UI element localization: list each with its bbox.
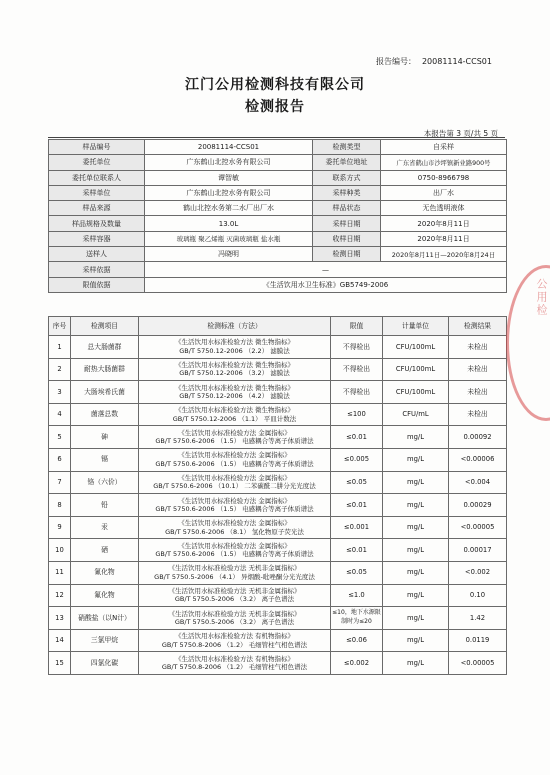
info-row [49, 140, 507, 155]
table-row [49, 426, 507, 449]
seq-cell: 5 [49, 426, 71, 449]
standard-cell [139, 448, 331, 471]
info-value: 冯晓明 [145, 247, 313, 262]
standard-method: GB/T 5750.6-2006 （1.5） 电感耦合等离子体质谱法 [155, 437, 314, 446]
info-label: 采样日期 [313, 216, 381, 231]
info-value: 自采样 [381, 140, 507, 155]
unit-cell: mg/L [383, 539, 449, 562]
item-cell: 铬（六价） [71, 471, 139, 494]
result-cell: <0.00005 [449, 516, 507, 539]
info-label: 采样单位 [49, 185, 145, 200]
info-label: 样品规格及数量 [49, 216, 145, 231]
limit-cell: ≤0.01 [331, 494, 383, 517]
item-cell: 四氯化碳 [71, 652, 139, 675]
limit-cell: ≤0.05 [331, 561, 383, 584]
column-header-item: 检测项目 [71, 317, 139, 336]
info-label: 收样日期 [313, 231, 381, 246]
result-cell: <0.00005 [449, 652, 507, 675]
info-label: 样品编号 [49, 140, 145, 155]
info-row [49, 185, 507, 200]
result-cell: 0.10 [449, 584, 507, 607]
info-label: 样品状态 [313, 201, 381, 216]
info-label: 采样种类 [313, 185, 381, 200]
seq-cell: 12 [49, 584, 71, 607]
standard-method: GB/T 5750.6-2006 （10.1） 二苯碳酰二肼分光光度法 [153, 482, 316, 491]
unit-cell: CFU/100mL [383, 381, 449, 404]
table-row [49, 381, 507, 404]
column-header-result: 检测结果 [449, 317, 507, 336]
results-table [48, 316, 507, 675]
table-row [49, 561, 507, 584]
limit-cell: 不得检出 [331, 381, 383, 404]
unit-cell: mg/L [383, 652, 449, 675]
standard-name: 《生活饮用水标准检验方法 金属指标》 [178, 541, 291, 550]
unit-cell: mg/L [383, 584, 449, 607]
item-cell: 菌落总数 [71, 403, 139, 426]
info-value: — [145, 262, 507, 277]
info-label: 委托单位 [49, 155, 145, 170]
unit-cell: mg/L [383, 629, 449, 652]
document-title: 检测报告 [245, 99, 305, 115]
item-cell: 氰化物 [71, 561, 139, 584]
info-row [49, 170, 507, 185]
result-cell: <0.002 [449, 561, 507, 584]
standard-method: GB/T 5750.8-2006 （1.2） 毛细管柱气相色谱法 [161, 640, 308, 649]
report-number-label: 报告编号： [375, 57, 416, 66]
seq-cell: 3 [49, 381, 71, 404]
unit-cell: mg/L [383, 448, 449, 471]
item-cell: 镉 [71, 448, 139, 471]
limit-cell: 不得检出 [331, 358, 383, 381]
standard-name: 《生活饮用水标准检验方法 微生物指标》 [174, 338, 295, 347]
standard-name: 《生活饮用水标准检验方法 金属指标》 [178, 519, 291, 528]
standard-method: GB/T 5750.5-2006 （3.2） 离子色谱法 [174, 595, 295, 604]
item-cell: 硝酸盐（以N计） [71, 607, 139, 630]
standard-method: GB/T 5750.5-2006 （3.2） 离子色谱法 [174, 617, 295, 626]
limit-cell: 不得检出 [331, 336, 383, 359]
unit-cell: CFU/100mL [383, 336, 449, 359]
info-value: 20081114-CCS01 [145, 140, 313, 155]
info-value: 广东省鹤山市沙坪镇新业路900号 [381, 155, 507, 170]
item-cell: 硒 [71, 539, 139, 562]
column-header-standard: 检测标准（方法） [139, 317, 331, 336]
standard-method: GB/T 5750.12-2006 （2.2） 滤膜法 [179, 346, 290, 355]
limit-cell: ≤0.01 [331, 539, 383, 562]
standard-cell [139, 426, 331, 449]
unit-cell: CFU/mL [383, 403, 449, 426]
info-label: 委托单位联系人 [49, 170, 145, 185]
table-row [49, 629, 507, 652]
standard-name: 《生活饮用水标准检验方法 无机非金属指标》 [168, 564, 301, 573]
standard-name: 《生活饮用水标准检验方法 无机非金属指标》 [168, 586, 301, 595]
limit-cell: ≤0.05 [331, 471, 383, 494]
result-cell: 0.00029 [449, 494, 507, 517]
info-label: 采样容器 [49, 231, 145, 246]
result-cell: 0.00017 [449, 539, 507, 562]
result-cell: 未检出 [449, 403, 507, 426]
column-header-limit: 限值 [331, 317, 383, 336]
standard-name: 《生活饮用水标准检验方法 微生物指标》 [174, 406, 295, 415]
standard-cell [139, 607, 331, 630]
result-cell: 未检出 [449, 358, 507, 381]
table-row [49, 448, 507, 471]
limit-cell: ≤0.002 [331, 652, 383, 675]
report-number-value: 20081114-CCS01 [421, 57, 492, 66]
result-cell: 1.42 [449, 607, 507, 630]
info-label: 委托单位地址 [313, 155, 381, 170]
item-cell: 汞 [71, 516, 139, 539]
standard-method: GB/T 5750.12-2006 （3.2） 滤膜法 [179, 369, 290, 378]
standard-method: GB/T 5750.12-2006 （4.2） 滤膜法 [179, 391, 290, 400]
seq-cell: 8 [49, 494, 71, 517]
standard-method: GB/T 5750.6-2006 （1.5） 电感耦合等离子体质谱法 [155, 459, 314, 468]
result-cell: 0.0119 [449, 629, 507, 652]
limit-cell: ≤100 [331, 403, 383, 426]
standard-name: 《生活饮用水标准检验方法 有机物指标》 [174, 632, 295, 641]
limit-cell: ≤0.001 [331, 516, 383, 539]
standard-name: 《生活饮用水标准检验方法 微生物指标》 [174, 360, 295, 369]
info-value: 2020年8月11日—2020年8月24日 [381, 247, 507, 262]
results-body [49, 336, 507, 675]
seq-cell: 13 [49, 607, 71, 630]
info-value: 鹤山北控水务第二水厂出厂水 [145, 201, 313, 216]
standard-cell [139, 494, 331, 517]
result-cell: <0.00006 [449, 448, 507, 471]
sample-info-table [48, 139, 507, 293]
limit-cell: ≤0.06 [331, 629, 383, 652]
item-cell: 耐热大肠菌群 [71, 358, 139, 381]
report-number [370, 56, 492, 67]
unit-cell: mg/L [383, 516, 449, 539]
standard-name: 《生活饮用水标准检验方法 金属指标》 [178, 496, 291, 505]
table-row [49, 471, 507, 494]
unit-cell: CFU/100mL [383, 358, 449, 381]
item-cell: 氟化物 [71, 584, 139, 607]
seq-cell: 14 [49, 629, 71, 652]
info-row [49, 201, 507, 216]
info-value: 出厂水 [381, 185, 507, 200]
standard-name: 《生活饮用水标准检验方法 金属指标》 [178, 451, 291, 460]
page-info: 本报告第 3 页/共 5 页 [423, 129, 498, 138]
standard-name: 《生活饮用水标准检验方法 金属指标》 [178, 473, 291, 482]
table-row [49, 403, 507, 426]
info-row [49, 155, 507, 170]
table-row [49, 652, 507, 675]
item-cell: 三氯甲烷 [71, 629, 139, 652]
standard-cell [139, 539, 331, 562]
column-header-seq: 序号 [49, 317, 71, 336]
standard-name: 《生活饮用水标准检验方法 金属指标》 [178, 428, 291, 437]
info-value: 《生活饮用水卫生标准》GB5749-2006 [145, 277, 507, 292]
info-label: 联系方式 [313, 170, 381, 185]
limit-cell: ≤10，地下水源限制时为≤20 [331, 607, 383, 630]
result-cell: 0.00092 [449, 426, 507, 449]
item-cell: 铅 [71, 494, 139, 517]
info-row [49, 216, 507, 231]
item-cell: 大肠埃希氏菌 [71, 381, 139, 404]
info-value: 13.0L [145, 216, 313, 231]
standard-cell [139, 516, 331, 539]
standard-method: GB/T 5750.6-2006 （1.5） 电感耦合等离子体质谱法 [155, 504, 314, 513]
standard-method: GB/T 5750.6-2006 （1.5） 电感耦合等离子体质谱法 [155, 550, 314, 559]
info-value: 无色透明液体 [381, 201, 507, 216]
standard-name: 《生活饮用水标准检验方法 微生物指标》 [174, 383, 295, 392]
info-row [49, 247, 507, 262]
info-label: 送样人 [49, 247, 145, 262]
info-label: 采样依据 [49, 262, 145, 277]
unit-cell: mg/L [383, 607, 449, 630]
table-row [49, 539, 507, 562]
standard-method: GB/T 5750.6-2006 （8.1） 氢化物原子荧光法 [165, 527, 304, 536]
standard-name: 《生活饮用水标准检验方法 无机非金属指标》 [168, 609, 301, 618]
info-row [49, 262, 507, 277]
table-row [49, 584, 507, 607]
standard-cell [139, 652, 331, 675]
table-row [49, 494, 507, 517]
standard-method: GB/T 5750.5-2006 （4.1） 异烟酸-吡唑酮分光光度法 [154, 572, 315, 581]
result-cell: 未检出 [449, 336, 507, 359]
info-value: 2020年8月11日 [381, 216, 507, 231]
seq-cell: 2 [49, 358, 71, 381]
standard-cell [139, 358, 331, 381]
info-label: 检测日期 [313, 247, 381, 262]
unit-cell: mg/L [383, 561, 449, 584]
info-row [49, 231, 507, 246]
seq-cell: 15 [49, 652, 71, 675]
item-cell: 砷 [71, 426, 139, 449]
seq-cell: 11 [49, 561, 71, 584]
info-value: 谭智敏 [145, 170, 313, 185]
table-row [49, 336, 507, 359]
standard-cell [139, 584, 331, 607]
standard-cell [139, 381, 331, 404]
header-rule [48, 137, 505, 138]
limit-cell: ≤0.01 [331, 426, 383, 449]
item-cell: 总大肠菌群 [71, 336, 139, 359]
results-header-row [49, 317, 507, 336]
table-row [49, 607, 507, 630]
info-label: 限值依据 [49, 277, 145, 292]
standard-name: 《生活饮用水标准检验方法 有机物指标》 [174, 654, 295, 663]
info-value: 0750-8966798 [381, 170, 507, 185]
company-name: 江门公用检测科技有限公司 [185, 77, 365, 93]
table-row [49, 358, 507, 381]
result-cell: <0.004 [449, 471, 507, 494]
table-row [49, 516, 507, 539]
info-value: 广东鹤山北控水务有限公司 [145, 185, 313, 200]
seq-cell: 1 [49, 336, 71, 359]
info-value: 广东鹤山北控水务有限公司 [145, 155, 313, 170]
standard-cell [139, 629, 331, 652]
standard-cell [139, 403, 331, 426]
column-header-unit: 计量单位 [383, 317, 449, 336]
limit-cell: ≤0.005 [331, 448, 383, 471]
info-value: 玻璃瓶 聚乙烯瓶 灭菌玻璃瓶 盐水瓶 [145, 231, 313, 246]
standard-cell [139, 471, 331, 494]
standard-method: GB/T 5750.8-2006 （1.2） 毛细管柱气相色谱法 [161, 663, 308, 672]
seq-cell: 4 [49, 403, 71, 426]
seq-cell: 9 [49, 516, 71, 539]
info-label: 检测类型 [313, 140, 381, 155]
limit-cell: ≤1.0 [331, 584, 383, 607]
standard-cell [139, 561, 331, 584]
seq-cell: 7 [49, 471, 71, 494]
result-cell: 未检出 [449, 381, 507, 404]
info-value: 2020年8月11日 [381, 231, 507, 246]
company-seal-text: 公用检 [535, 278, 548, 317]
standard-cell [139, 336, 331, 359]
standard-method: GB/T 5750.12-2006 （1.1） 平皿计数法 [172, 414, 297, 423]
unit-cell: mg/L [383, 494, 449, 517]
unit-cell: mg/L [383, 471, 449, 494]
unit-cell: mg/L [383, 426, 449, 449]
info-row [49, 277, 507, 292]
seq-cell: 10 [49, 539, 71, 562]
seq-cell: 6 [49, 448, 71, 471]
info-label: 样品来源 [49, 201, 145, 216]
